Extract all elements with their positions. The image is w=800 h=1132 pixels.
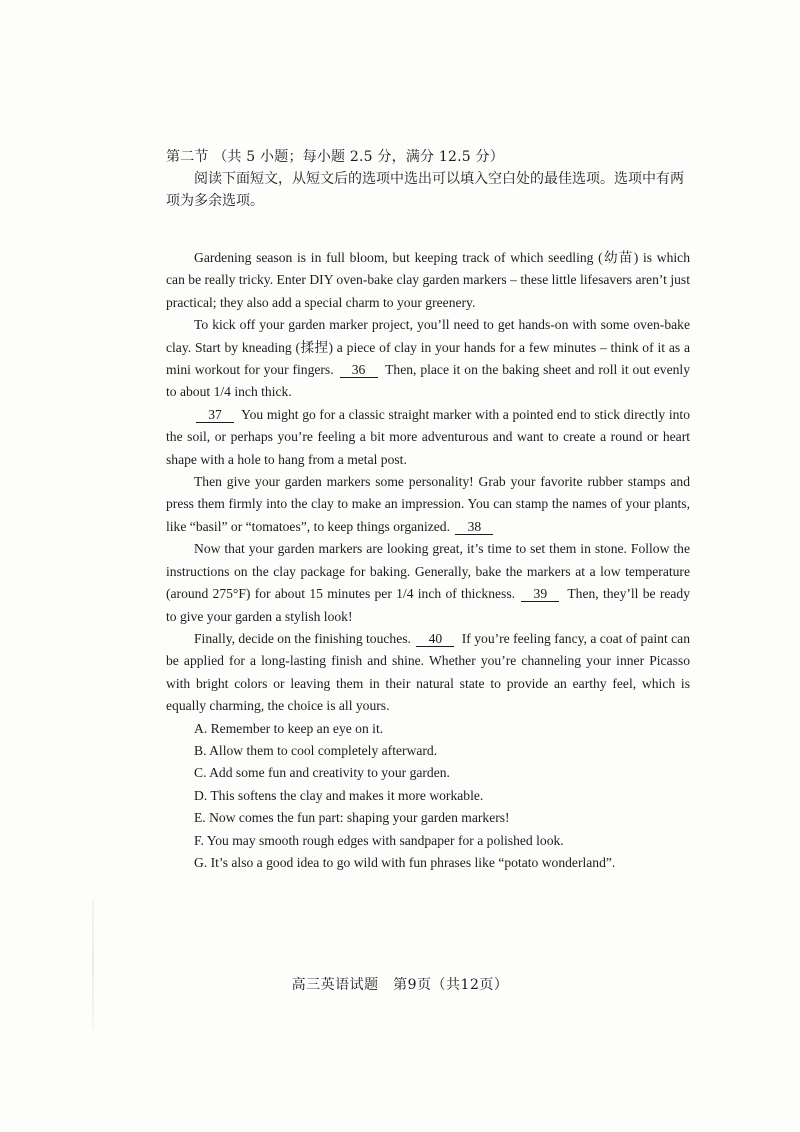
passage-paragraph-4 <box>166 471 690 538</box>
passage-paragraph-5 <box>166 538 690 628</box>
section-instructions: 阅读下面短文，从短文后的选项中选出可以填入空白处的最佳选项。选项中有两项为多余选项。 <box>166 171 684 209</box>
option-b: B. Allow them to cool completely afterward. <box>194 742 438 758</box>
paragraph-5-text-b: Then, they’ll be ready to give your garden a stylish look! <box>166 586 691 624</box>
passage-paragraph-2 <box>166 314 690 404</box>
passage-paragraph-1: Gardening season is in full bloom, but keeping track of which seedling (幼苗) is which can be really tricky. Enter DIY oven-bake clay garden markers – these little lifesavers aren’t just practical; they also add a special charm to your greenery. <box>166 250 690 310</box>
paragraph-2-text-a: To kick off your garden marker project, you’ll need to get hands-on with some oven-bake clay. Start by kneading (揉捏) a piece of clay in your hands for a few minutes – think of it as a mini workout for your fingers. <box>166 317 690 378</box>
blank-38: 38 <box>455 519 493 535</box>
scan-edge-mark <box>92 900 94 1030</box>
blank-40: 40 <box>416 631 454 647</box>
blank-39: 39 <box>521 586 559 602</box>
option-g: G. It’s also a good idea to go wild with fun phrases like “potato wonderland”. <box>194 854 616 870</box>
paragraph-6-text-a: Finally, decide on the finishing touches. <box>194 630 411 646</box>
option-c: C. Add some fun and creativity to your garden. <box>194 765 450 781</box>
reading-passage <box>166 247 690 718</box>
option-a: A. Remember to keep an eye on it. <box>194 720 384 736</box>
answer-options <box>166 718 690 875</box>
section-heading: 第二节 （共 5 小题；每小题 2.5 分，满分 12.5 分） <box>166 149 504 165</box>
page-footer: 高三英语试题 第9页（共12页） <box>291 977 509 993</box>
paragraph-4-text: Then give your garden markers some personality! Grab your favorite rubber stamps and press them firmly into the clay to make an impression. You can stamp the names of your plants, like “basil” or “tomatoes”, to keep things organized. <box>166 474 690 534</box>
paragraph-5-text-a: Now that your garden markers are looking great, it’s time to set them in stone. Follow the instructions on the clay package for baking. Generally, bake the markers at a low temperature (around 275°F) for about 15 minutes per 1/4 inch of thickness. <box>166 541 690 602</box>
paragraph-3-text: You might go for a classic straight marker with a pointed end to stick directly into the soil, or perhaps you’re feeling a bit more adventurous and want to create a round or heart shape with a hole to hang from a metal post. <box>166 406 690 467</box>
paragraph-2-text-b: Then, place it on the baking sheet and roll it out evenly to about 1/4 inch thick. <box>166 362 691 400</box>
option-e: E. Now comes the fun part: shaping your garden markers! <box>194 810 510 826</box>
passage-paragraph-3 <box>166 404 690 471</box>
option-d: D. This softens the clay and makes it more workable. <box>194 787 484 803</box>
blank-36: 36 <box>340 362 378 378</box>
option-f: F. You may smooth rough edges with sandpaper for a polished look. <box>194 832 564 848</box>
page-content <box>166 146 690 874</box>
passage-paragraph-6 <box>166 628 690 718</box>
paragraph-6-text-b: If you’re feeling fancy, a coat of paint can be applied for a long-lasting finish and shine. Whether you’re channeling your inner Picasso with bright colors or leaving them in their natural state to provide an earthy feel, which is equally charming, the choice is all yours. <box>166 630 690 714</box>
blank-37: 37 <box>196 407 234 423</box>
